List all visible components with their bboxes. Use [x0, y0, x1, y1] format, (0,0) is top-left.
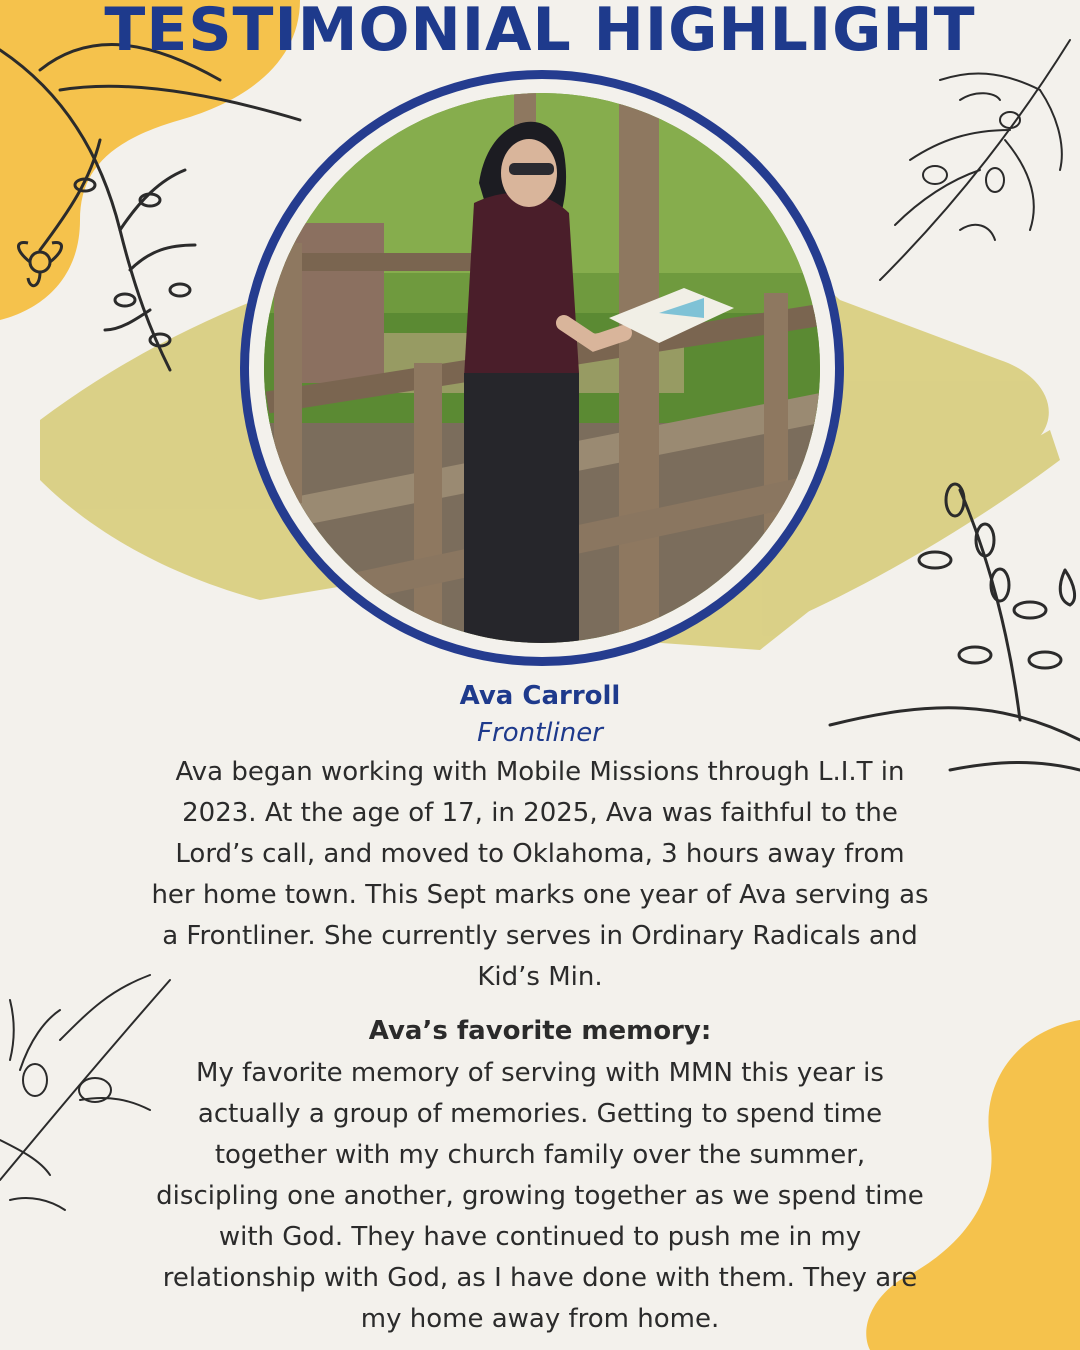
memory-paragraph: My favorite memory of serving with MMN this year is actually a group of memories. Getting to spend time together with my church family over the summer, discipling one another, growing together as we spend time with God. They have continued to push me in my relationship with God, as I have done with them. They are my home away from home.	[156, 1058, 924, 1334]
profile-photo	[264, 93, 820, 643]
page-title: TESTIMONIAL HIGHLIGHT	[104, 0, 976, 65]
memory-heading: Ava’s favorite memory:	[368, 1016, 712, 1046]
olive-branch-icon	[880, 40, 1070, 280]
olive-branch-icon	[0, 975, 170, 1210]
person-role: Frontliner	[477, 718, 603, 748]
person-name: Ava Carroll	[459, 681, 621, 711]
bio-paragraph: Ava began working with Mobile Missions through L.I.T in 2023. At the age of 17, in 2025, Ava was faithful to the Lord’s call, and moved to Oklahoma, 3 hours away from her home town. This Sept marks one year of Ava serving as a Frontliner. She currently serves in Ordinary Radicals and Kid’s Min.	[151, 757, 929, 992]
